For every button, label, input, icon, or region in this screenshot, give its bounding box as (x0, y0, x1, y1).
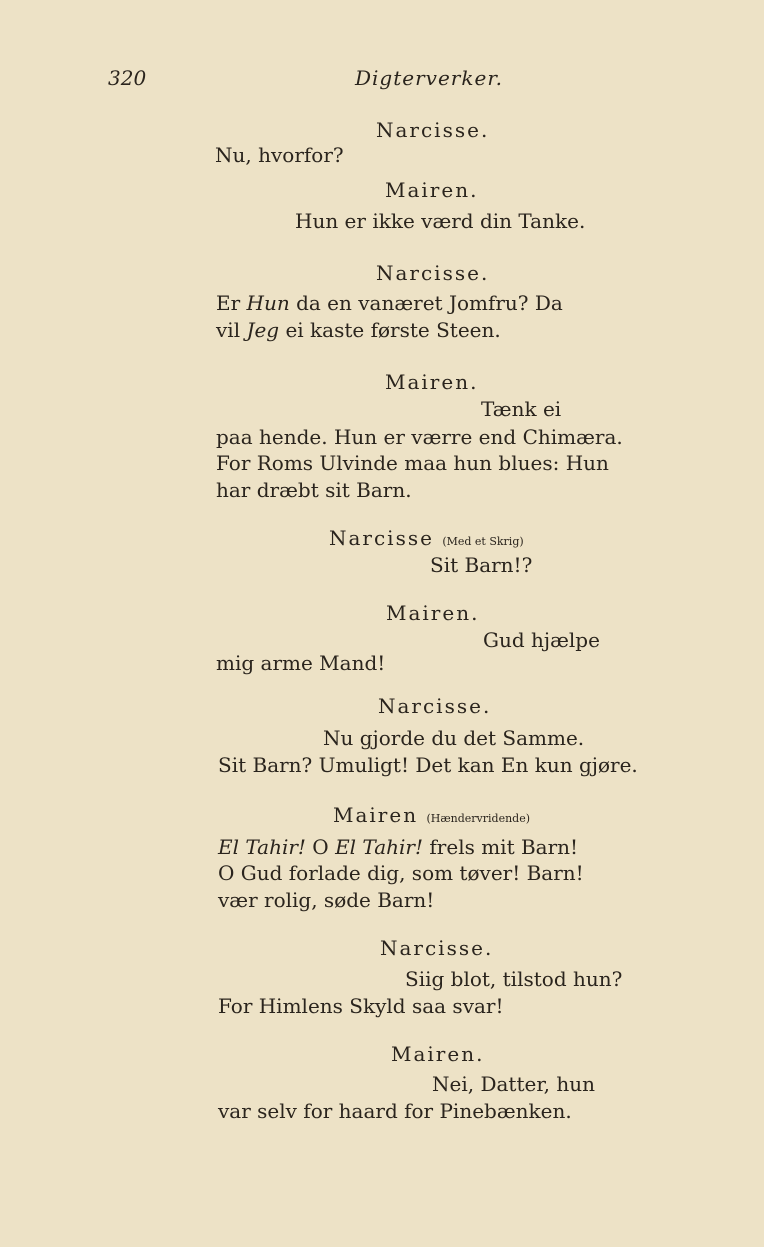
page-number: 320 (108, 66, 147, 90)
verse-line: O Gud forlade dig, som tøver! Barn! (218, 861, 584, 885)
speaker-name: Narcisse. (378, 694, 492, 718)
verse-line: For Himlens Skyld saa svar! (218, 994, 504, 1018)
speaker-name: Mairen. (386, 601, 480, 625)
verse-text: vil (216, 318, 247, 342)
verse-text: ei kaste første Steen. (279, 318, 501, 342)
verse-line: Tænk ei (481, 397, 562, 421)
stage-direction: (Med et Skrig) (442, 535, 524, 548)
emphasized-text: Hun (246, 291, 290, 315)
speaker-name: Narcisse. (380, 936, 494, 960)
speaker-name: Mairen. (385, 178, 479, 202)
speaker-name (329, 526, 524, 550)
verse-line: vær rolig, søde Barn! (218, 888, 435, 912)
verse-line: har dræbt sit Barn. (216, 478, 412, 502)
speaker-name: Narcisse. (376, 261, 490, 285)
speaker-name: Mairen. (391, 1042, 485, 1066)
verse-line: Hun er ikke værd din Tanke. (295, 209, 586, 233)
speaker-name: Mairen. (385, 370, 479, 394)
verse-line: For Roms Ulvinde maa hun blues: Hun (216, 451, 609, 475)
speaker-name (333, 803, 530, 827)
emphasized-text: El Tahir! (218, 835, 306, 859)
verse-text: da en vanæret Jomfru? Da (289, 291, 563, 315)
verse-line: paa hende. Hun er værre end Chimæra. (216, 425, 623, 449)
speaker-name: Narcisse. (376, 118, 490, 142)
verse-line (216, 291, 563, 315)
verse-line: Siig blot, tilstod hun? (405, 967, 623, 991)
verse-line: Nu gjorde du det Samme. (323, 726, 585, 750)
emphasized-text: Jeg (246, 318, 280, 342)
running-title: Digterverker. (355, 66, 504, 90)
verse-text: frels mit Barn! (423, 835, 579, 859)
speaker-label: Narcisse (329, 526, 434, 550)
verse-text: O (305, 835, 336, 859)
verse-line: mig arme Mand! (216, 651, 386, 675)
verse-line: Gud hjælpe (483, 628, 600, 652)
verse-line: Sit Barn? Umuligt! Det kan En kun gjøre. (218, 753, 638, 777)
stage-direction: (Hændervridende) (426, 812, 531, 825)
verse-text: Er (216, 291, 247, 315)
verse-line: Sit Barn!? (430, 553, 533, 577)
verse-line: Nei, Datter, hun (432, 1072, 596, 1096)
verse-line: var selv for haard for Pinebænken. (218, 1099, 572, 1123)
speaker-label: Mairen (333, 803, 419, 827)
verse-line (218, 835, 578, 859)
verse-line (216, 318, 501, 342)
verse-line: Nu, hvorfor? (215, 143, 344, 167)
emphasized-text: El Tahir! (335, 835, 424, 859)
